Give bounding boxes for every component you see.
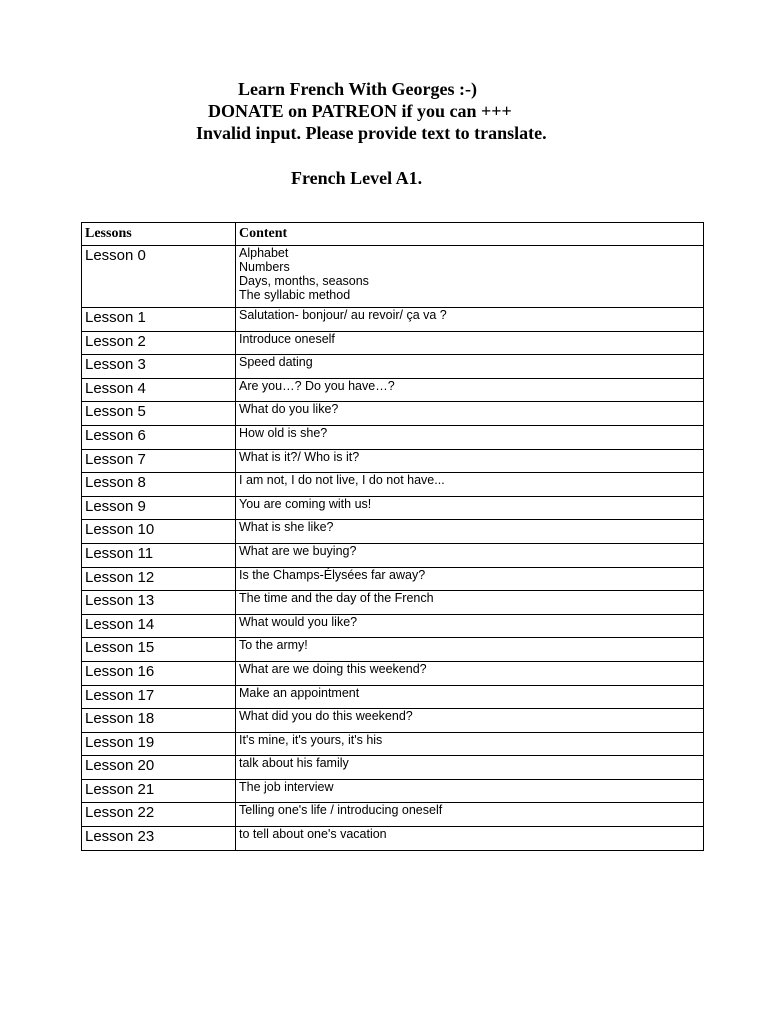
- content-cell: What are we buying?: [236, 543, 704, 567]
- column-header-lessons: Lessons: [82, 223, 236, 246]
- notice-line: Invalid input. Please provide text to translate.: [196, 123, 547, 143]
- lesson-cell: Lesson 1: [82, 308, 236, 332]
- table-row: [82, 543, 704, 567]
- lesson-cell: Lesson 9: [82, 496, 236, 520]
- lesson-cell: Lesson 21: [82, 779, 236, 803]
- lesson-cell: Lesson 11: [82, 543, 236, 567]
- content-line: Days, months, seasons: [239, 274, 369, 288]
- content-cell: Introduce oneself: [236, 331, 704, 355]
- table-row: [82, 591, 704, 615]
- lesson-cell: Lesson 13: [82, 591, 236, 615]
- content-cell: I am not, I do not live, I do not have...: [236, 473, 704, 497]
- table-row: [82, 378, 704, 402]
- content-line: Alphabet: [239, 246, 289, 260]
- table-row: [82, 567, 704, 591]
- content-cell: Make an appointment: [236, 685, 704, 709]
- content-cell: What is it?/ Who is it?: [236, 449, 704, 473]
- table-row: [82, 756, 704, 780]
- content-cell: Are you…? Do you have…?: [236, 378, 704, 402]
- content-cell: To the army!: [236, 638, 704, 662]
- table-row: [82, 661, 704, 685]
- column-header-content: Content: [236, 223, 704, 246]
- content-cell: Salutation- bonjour/ au revoir/ ça va ?: [236, 308, 704, 332]
- lesson-cell: Lesson 20: [82, 756, 236, 780]
- content-cell: Speed dating: [236, 355, 704, 379]
- lesson-cell: Lesson 2: [82, 331, 236, 355]
- lesson-cell: Lesson 10: [82, 520, 236, 544]
- lesson-cell: Lesson 22: [82, 803, 236, 827]
- lesson-cell: Lesson 19: [82, 732, 236, 756]
- lessons-table: [81, 222, 704, 851]
- table-row: [82, 779, 704, 803]
- content-cell: What would you like?: [236, 614, 704, 638]
- lesson-cell: Lesson 0: [82, 246, 236, 308]
- lesson-cell: Lesson 7: [82, 449, 236, 473]
- content-cell: Is the Champs-Élysées far away?: [236, 567, 704, 591]
- content-line: Numbers: [239, 260, 290, 274]
- lesson-cell: Lesson 5: [82, 402, 236, 426]
- lesson-cell: Lesson 14: [82, 614, 236, 638]
- content-cell: What is she like?: [236, 520, 704, 544]
- table-row: [82, 803, 704, 827]
- table-row: [82, 355, 704, 379]
- table-row: [82, 402, 704, 426]
- content-cell: It's mine, it's yours, it's his: [236, 732, 704, 756]
- document-title: Learn French With Georges :-): [238, 79, 477, 99]
- lesson-cell: Lesson 23: [82, 827, 236, 851]
- lesson-cell: Lesson 18: [82, 709, 236, 733]
- content-line: The syllabic method: [239, 288, 351, 302]
- level-heading: French Level A1.: [291, 168, 423, 188]
- table-row: [82, 827, 704, 851]
- table-row: [82, 425, 704, 449]
- content-cell: Telling one's life / introducing oneself: [236, 803, 704, 827]
- content-cell: The job interview: [236, 779, 704, 803]
- table-row: [82, 685, 704, 709]
- table-row: [82, 449, 704, 473]
- lesson-cell: Lesson 12: [82, 567, 236, 591]
- lesson-cell: Lesson 8: [82, 473, 236, 497]
- content-cell: What did you do this weekend?: [236, 709, 704, 733]
- lesson-cell: Lesson 16: [82, 661, 236, 685]
- content-cell: to tell about one's vacation: [236, 827, 704, 851]
- donate-line: DONATE on PATREON if you can +++: [208, 101, 512, 121]
- content-cell: What do you like?: [236, 402, 704, 426]
- table-row: [82, 732, 704, 756]
- table-row: [82, 638, 704, 662]
- table-row: [82, 473, 704, 497]
- content-cell: You are coming with us!: [236, 496, 704, 520]
- lesson-cell: Lesson 15: [82, 638, 236, 662]
- content-cell: talk about his family: [236, 756, 704, 780]
- table-row: [82, 496, 704, 520]
- content-cell: What are we doing this weekend?: [236, 661, 704, 685]
- table-row: [82, 308, 704, 332]
- lesson-cell: Lesson 4: [82, 378, 236, 402]
- content-cell: The time and the day of the French: [236, 591, 704, 615]
- content-cell: [236, 246, 704, 308]
- table-row: [82, 331, 704, 355]
- lesson-cell: Lesson 3: [82, 355, 236, 379]
- table-row: [82, 709, 704, 733]
- lesson-cell: Lesson 6: [82, 425, 236, 449]
- table-row: [82, 520, 704, 544]
- content-cell: How old is she?: [236, 425, 704, 449]
- table-header-row: [82, 223, 704, 246]
- table-row: [82, 614, 704, 638]
- lesson-cell: Lesson 17: [82, 685, 236, 709]
- table-row: [82, 246, 704, 308]
